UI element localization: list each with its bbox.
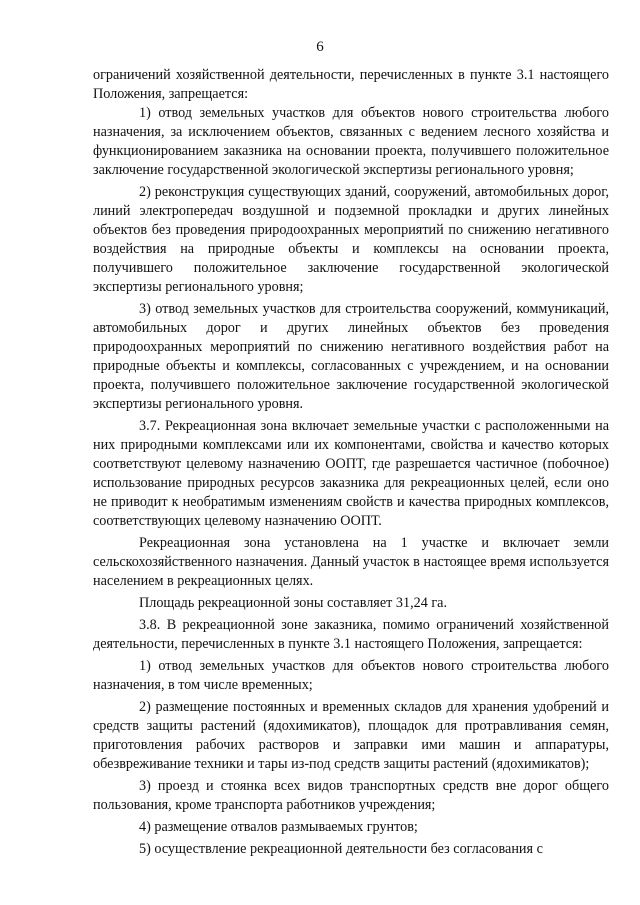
paragraph-area: Площадь рекреационной зоны составляет 31,24 га. <box>139 595 448 611</box>
paragraph-continuation: ограничений хозяйственной деятельности, перечисленных в пункте 3.1 настоящего Положения, запрещается: <box>93 67 609 102</box>
paragraph-item-3b: 3) проезд и стоянка всех видов транспортных средств вне дорог общего пользования, кроме транспорта работников учреждения; <box>93 778 609 813</box>
paragraph-item-1b: 1) отвод земельных участков для объектов нового строительства любого назначения, в том числе временных; <box>93 658 609 693</box>
paragraph-item-2b: 2) размещение постоянных и временных складов для хранения удобрений и средств защиты растений (ядохимикатов), площадок для протравливания семян, приготовления рабочих растворов и заправки ими машин и аппаратуры, обезвреживание техники и тары из-под средств защиты растений (ядохимикатов); <box>93 699 609 772</box>
paragraph-item-5b: 5) осуществление рекреационной деятельности без согласования с <box>139 841 543 857</box>
paragraph-section-3-7: 3.7. Рекреационная зона включает земельные участки с расположенными на них природными комплексами или их компонентами, свойства и качество которых соответствуют целевому назначению ООПТ, где разрешается частичное (побочное) использование природных ресурсов заказника для рекреационных целей, если оно не приводит к необратимым изменениям свойств и качества природных комплексов, соответствующих целевому назначению ООПТ. <box>93 418 609 529</box>
page-number: 6 <box>316 39 324 55</box>
paragraph-item-4b: 4) размещение отвалов размываемых грунтов; <box>139 819 418 835</box>
paragraph-item-3: 3) отвод земельных участков для строительства сооружений, коммуникаций, автомобильных дорог и других линейных объектов без проведения природоохранных мероприятий по снижению негативного воздействия работ на природные объекты и комплексы, согласованных с учреждением, и на основании проекта, получившего положительное заключение государственной экологической экспертизы регионального уровня. <box>93 301 609 412</box>
paragraph-item-1: 1) отвод земельных участков для объектов нового строительства любого назначения, за исключением объектов, связанных с ведением лесного хозяйства и функционированием заказника на основании проекта, получившего положительное заключение государственной экологической экспертизы регионального уровня; <box>93 105 609 178</box>
document-body <box>93 66 609 859</box>
paragraph-section-3-8: 3.8. В рекреационной зоне заказника, помимо ограничений хозяйственной деятельности, перечисленных в пункте 3.1 настоящего Положения, запрещается: <box>93 617 609 652</box>
paragraph-item-2: 2) реконструкция существующих зданий, сооружений, автомобильных дорог, линий электропередач воздушной и подземной прокладки и других линейных объектов без проведения природоохранных мероприятий по снижению негативного воздействия на природные объекты и комплексы на основании проекта, получившего положительное заключение государственной экологической экспертизы регионального уровня; <box>93 184 609 295</box>
paragraph-recreation-zone: Рекреационная зона установлена на 1 участке и включает земли сельскохозяйственного назначения. Данный участок в настоящее время используется населением в рекреационных целях. <box>93 535 609 589</box>
